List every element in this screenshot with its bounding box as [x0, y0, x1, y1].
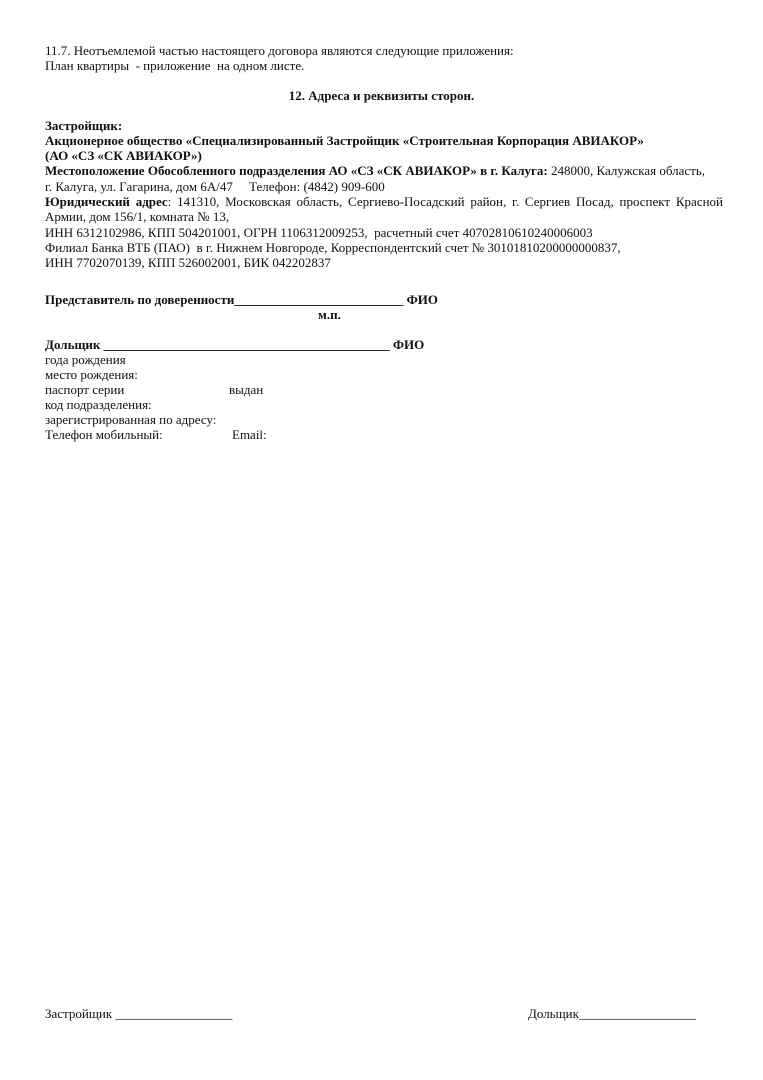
stamp-label: м.п. [318, 307, 341, 322]
passport-field: паспорт серии [45, 382, 125, 397]
footer-developer-sign: Застройщик __________________ [45, 1006, 233, 1021]
developer-legal-line2: Армии, дом 156/1, комната № 13, [45, 209, 230, 224]
requisites-line1: ИНН 6312102986, КПП 504201001, ОГРН 1106312009253, расчетный счет 40702810610240006003 [45, 225, 593, 240]
division-code-field: код подразделения: [45, 397, 152, 412]
email-field: Email: [232, 427, 267, 442]
clause-11-7-line1: 11.7. Неотъемлемой частью настоящего договора являются следующие приложения: [45, 43, 514, 58]
registered-address-field: зарегистрированная по адресу: [45, 412, 217, 427]
birth-year-field: года рождения [45, 352, 126, 367]
location-label: Местоположение Обособленного подразделения АО «СЗ «СК АВИАКОР» в г. Калуга: [45, 163, 548, 178]
developer-label: Застройщик: [45, 118, 123, 133]
developer-location-line2: г. Калуга, ул. Гагарина, дом 6А/47 Телефон: (4842) 909-600 [45, 179, 385, 194]
legal-label: Юридический адрес [45, 194, 168, 209]
developer-legal-address [45, 194, 723, 209]
representative-signature: Представитель по доверенности__________________________ ФИО [45, 292, 438, 307]
clause-11-7-line2: План квартиры - приложение на одном листе. [45, 58, 305, 73]
legal-value: : 141310, Московская область, Сергиево-Посадский район, г. Сергиев Посад, проспект Красной [167, 194, 723, 209]
developer-location [45, 163, 705, 178]
developer-name-full: Акционерное общество «Специализированный Застройщик «Строительная Корпорация АВИАКОР» [45, 133, 644, 148]
requisites-line2: Филиал Банка ВТБ (ПАО) в г. Нижнем Новгороде, Корреспондентский счет № 30101810200000000837, [45, 240, 621, 255]
issued-field: выдан [229, 382, 264, 397]
shareholder-signature: Дольщик ____________________________________________ ФИО [45, 337, 425, 352]
location-value: 248000, Калужская область, [547, 163, 705, 178]
requisites-line3: ИНН 7702070139, КПП 526002001, БИК 042202837 [45, 255, 331, 270]
section-heading: 12. Адреса и реквизиты сторон. [288, 88, 475, 103]
developer-name-short: (АО «СЗ «СК АВИАКОР») [45, 148, 202, 163]
birth-place-field: место рождения: [45, 367, 138, 382]
phone-field: Телефон мобильный: [45, 427, 163, 442]
footer-shareholder-sign: Дольщик__________________ [528, 1006, 696, 1021]
